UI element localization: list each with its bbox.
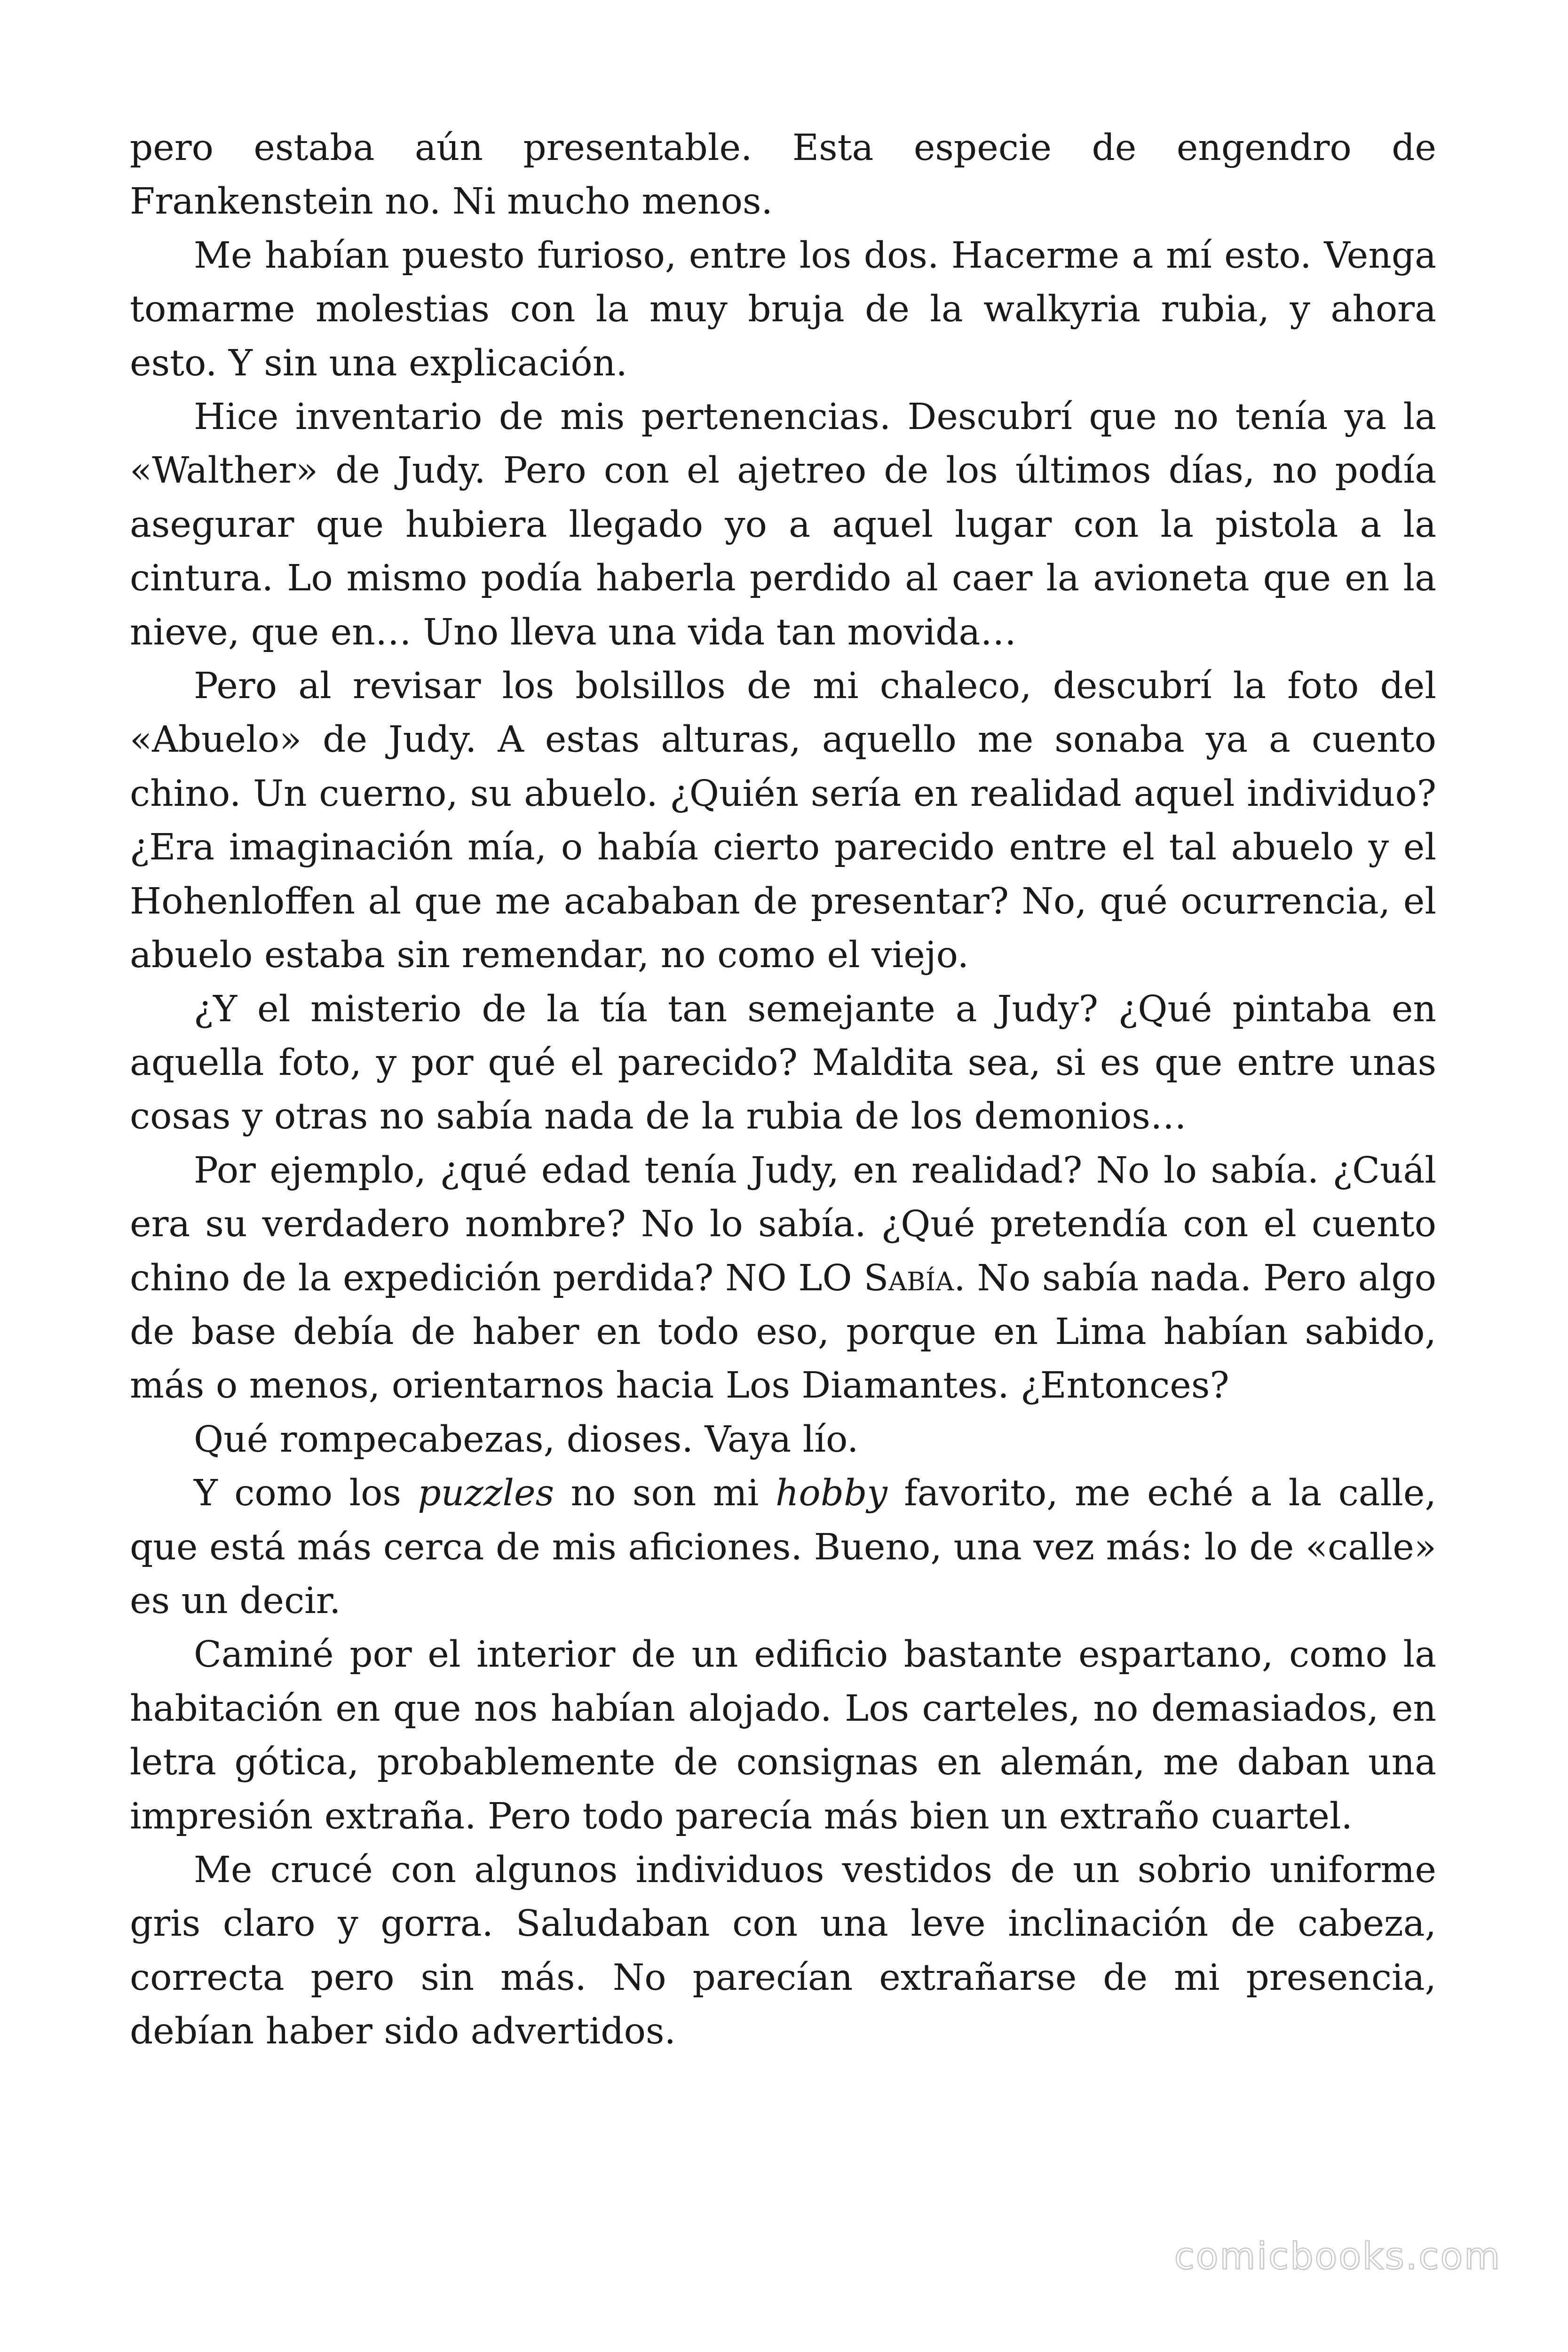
text-run: Por ejemplo, ¿qué edad tenía Judy, en realidad? No lo sabía. ¿Cuál era su verdadero nombre? No lo sabía. ¿Qué pretendía con el cuento chino de la expedición perdida? NO LO — [130, 1149, 1436, 1299]
small-caps-run: Sabía — [863, 1257, 954, 1299]
paragraph — [130, 1843, 1436, 2059]
body-text — [130, 121, 1436, 2059]
paragraph — [130, 390, 1436, 660]
text-run: pero estaba aún presentable. Esta especie de engendro de Frankenstein no. Ni mucho menos. — [130, 127, 1436, 223]
text-run: Qué rompecabezas, dioses. Vaya lío. — [194, 1418, 859, 1461]
text-run: no son mi — [554, 1472, 776, 1515]
text-run: Me habían puesto furioso, entre los dos. Hacerme a mí esto. Venga tomarme molestias con la muy bruja de la walkyria rubia, y ahora esto. Y sin una explicación. — [130, 234, 1436, 384]
paragraph — [130, 1144, 1436, 1413]
text-run: ¿Y el misterio de la tía tan semejante a Judy? ¿Qué pintaba en aquella foto, y por qué el parecido? Maldita sea, si es que entre unas cosas y otras no sabía nada de la rubia de los demonios… — [130, 988, 1436, 1138]
paragraph — [130, 1467, 1436, 1628]
italic-run: puzzles — [418, 1472, 554, 1515]
paragraph — [130, 1628, 1436, 1843]
paragraph — [130, 229, 1436, 390]
text-run: Hice inventario de mis pertenencias. Descubrí que no tenía ya la «Walther» de Judy. Pero con el ajetreo de los últimos días, no podía asegurar que hubiera llegado yo a aquel lugar con la pistola a la cintura. Lo mismo podía haberla perdido al caer la avioneta que en la nieve, que en… Uno lleva una vida tan movida… — [130, 396, 1436, 653]
text-run: Y como los — [194, 1472, 418, 1515]
paragraph — [130, 660, 1436, 982]
paragraph — [130, 1413, 1436, 1467]
text-run: Pero al revisar los bolsillos de mi chaleco, descubrí la foto del «Abuelo» de Judy. A estas alturas, aquello me sonaba ya a cuento chino. Un cuerno, su abuelo. ¿Quién sería en realidad aquel individuo? ¿Era imaginación mía, o había cierto parecido entre el tal abuelo y el Hohenloffen al que me acababan de presentar? No, qué ocurrencia, el abuelo estaba sin remendar, no como el viejo. — [130, 665, 1436, 977]
paragraph — [130, 121, 1436, 229]
text-run: Me crucé con algunos individuos vestidos de un sobrio uniforme gris claro y gorra. Saludaban con una leve inclinación de cabeza, correcta pero sin más. No parecían extrañarse de mi presencia, debían haber sido advertidos. — [130, 1849, 1436, 2053]
paragraph — [130, 983, 1436, 1144]
text-run: . No sabía nada. Pero algo de base debía de haber en todo eso, porque en Lima habían sabido, más o menos, orientarnos hacia Los Diamantes. ¿Entonces? — [130, 1257, 1436, 1407]
text-run: favorito, me eché a la calle, que está más cerca de mis aficiones. Bueno, una vez más: lo de «calle» es un decir. — [130, 1472, 1436, 1622]
italic-run: hobby — [775, 1472, 887, 1515]
watermark: comicbooks.com — [1174, 2235, 1501, 2278]
text-run: Caminé por el interior de un edificio bastante espartano, como la habitación en que nos habían alojado. Los carteles, no demasiados, en letra gótica, probablemente de consignas en alemán, me daban una impresión extraña. Pero todo parecía más bien un extraño cuartel. — [130, 1634, 1436, 1837]
